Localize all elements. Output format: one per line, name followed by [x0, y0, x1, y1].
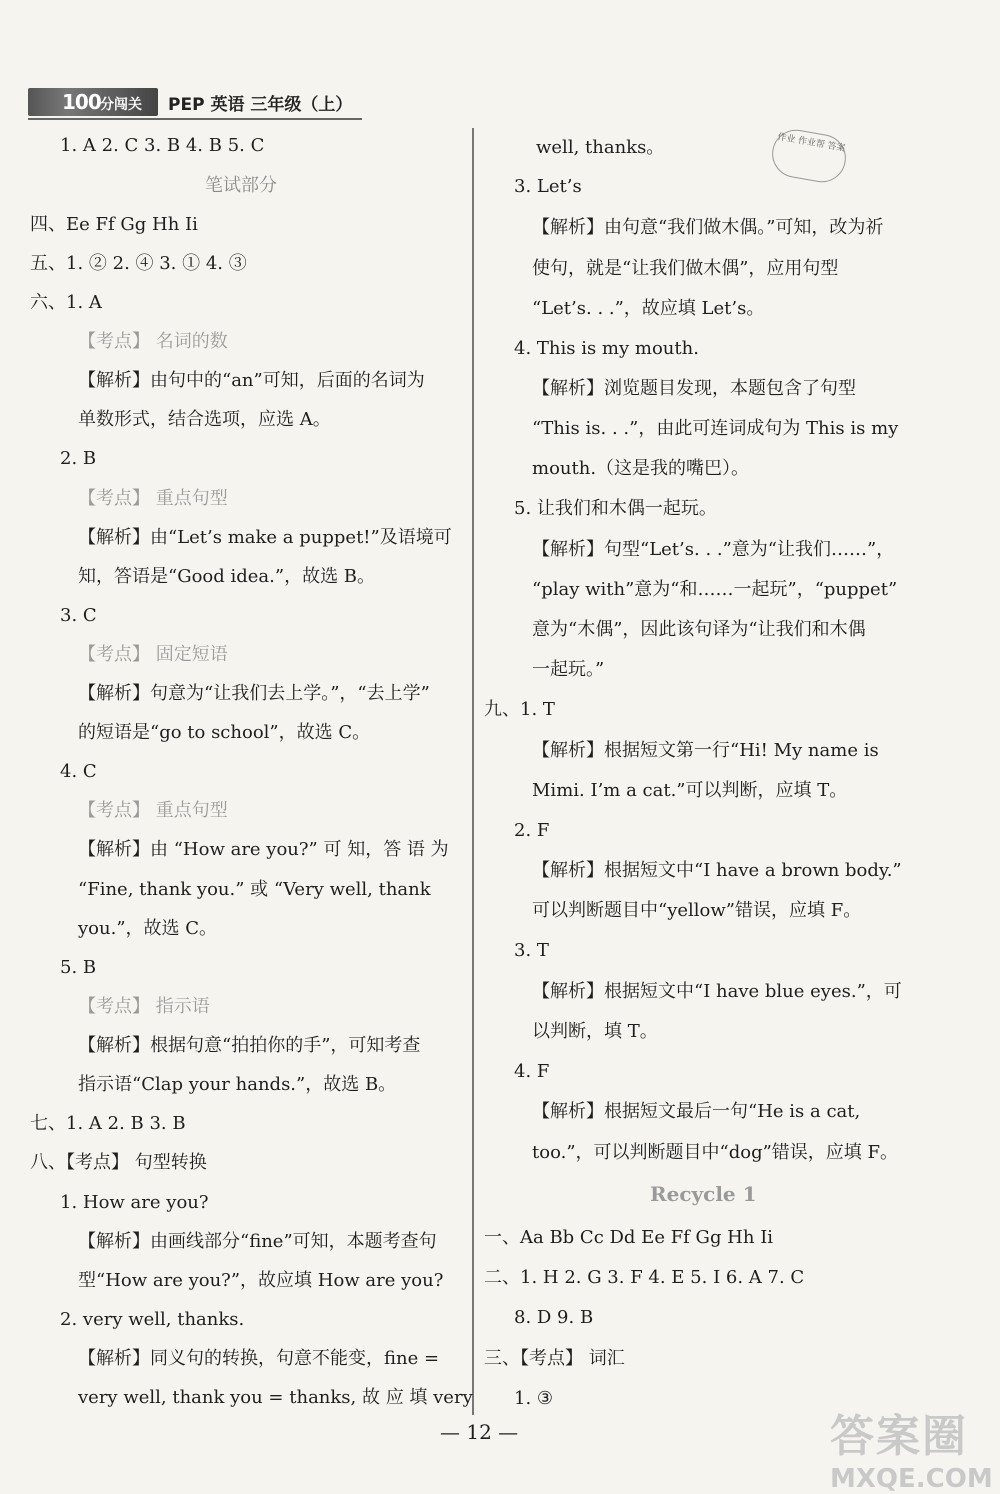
book-title: PEP 英语 三年级（上） [168, 95, 353, 115]
right-column-line: 8. D 9. B [514, 1307, 594, 1328]
left-column-line: 的短语是“go to school”，故选 C。 [78, 722, 371, 743]
left-column-line: 5. B [60, 957, 97, 978]
right-column-line: 以判断，填 T。 [532, 1021, 658, 1042]
left-column-line: 3. C [60, 605, 97, 626]
right-column-line: 3. T [514, 940, 549, 961]
right-column-line: 九、1. T [484, 699, 555, 720]
left-column-line: 2. very well, thanks. [60, 1309, 245, 1330]
left-column-line: 六、1. A [30, 292, 102, 313]
right-column-line: 可以判断题目中“yellow”错误，应填 F。 [532, 900, 862, 921]
right-column-line: 三、【考点】 词汇 [484, 1348, 625, 1369]
right-column-line: 4. F [514, 1061, 550, 1082]
left-column-line: 【解析】由 “How are you?” 可 知，答 语 为 [78, 839, 449, 860]
right-column-line: Mimi. I’m a cat.”可以判断，应填 T。 [532, 780, 848, 801]
left-column-line: 知，答语是“Good idea.”，故选 B。 [78, 566, 376, 587]
right-column-line: 【解析】浏览题目发现，本题包含了句型 [532, 378, 856, 399]
watermark-text: 答案圈 [830, 1411, 968, 1462]
right-column-line: well, thanks。 [536, 137, 665, 158]
left-column-line: 【考点】 指示语 [78, 996, 210, 1017]
left-column-line: 八、【考点】 句型转换 [30, 1152, 207, 1173]
left-column-line: 【考点】 名词的数 [78, 331, 228, 352]
stamp-logo: 作业 作业帮 答案 [768, 126, 849, 186]
right-column-line: 二、1. H 2. G 3. F 4. E 5. I 6. A 7. C [484, 1267, 805, 1288]
left-column-line: very well, thank you = thanks, 故 应 填 very [78, 1387, 473, 1408]
left-column-line: 【考点】 固定短语 [78, 644, 228, 665]
page-header [28, 84, 362, 120]
right-column-line: 一、Aa Bb Cc Dd Ee Ff Gg Hh Ii [484, 1227, 774, 1248]
left-column-line: 型“How are you?”，故应填 How are you? [78, 1270, 444, 1291]
left-column-line: 【解析】根据句意“拍拍你的手”，可知考查 [78, 1035, 421, 1056]
right-column-line: 1. ③ [514, 1388, 554, 1409]
watermark-logo [830, 1400, 993, 1494]
column-divider [472, 128, 474, 1415]
right-column-line: 【解析】由句意“我们做木偶。”可知，改为祈 [532, 217, 884, 238]
right-column-line: too.”，可以判断题目中“dog”错误，应填 F。 [532, 1142, 899, 1163]
right-column-line: 2. F [514, 820, 550, 841]
left-column-line: 【解析】由画线部分“fine”可知，本题考查句 [78, 1231, 437, 1252]
left-column-line: 4. C [60, 761, 97, 782]
left-column-line: 指示语“Clap your hands.”，故选 B。 [78, 1074, 397, 1095]
page-number: — 12 — [440, 1420, 519, 1444]
right-column-line: 5. 让我们和木偶一起玩。 [514, 498, 717, 519]
left-column-line: 七、1. A 2. B 3. B [30, 1113, 186, 1134]
header-rule [28, 118, 362, 120]
right-column-line: 【解析】根据短文最后一句“He is a cat, [532, 1101, 861, 1122]
left-column-line: 1. How are you? [60, 1192, 209, 1213]
right-column-line: 意为“木偶”，因此该句译为“让我们和木偶 [532, 619, 866, 640]
book-logo [28, 88, 158, 116]
right-column-line: 4. This is my mouth. [514, 338, 699, 359]
right-column-line: 【解析】根据短文中“I have blue eyes.”，可 [532, 981, 902, 1002]
right-column-line: “This is. . .”，由此可连词成句为 This is my [532, 418, 899, 439]
left-column-line: 【解析】同义句的转换，句意不能变，fine = [78, 1348, 440, 1369]
left-column-line: “Fine, thank you.” 或 “Very well, thank [78, 879, 431, 900]
left-column-line: 【考点】 重点句型 [78, 488, 228, 509]
left-column-line: 【解析】由句中的“an”可知，后面的名词为 [78, 370, 425, 391]
right-column-line: 【解析】根据短文中“I have a brown body.” [532, 860, 902, 881]
right-column-line: “Let’s. . .”，故应填 Let’s。 [532, 298, 765, 319]
left-column-line: 笔试部分 [205, 175, 277, 196]
right-column-line: 【解析】根据短文第一行“Hi! My name is [532, 740, 879, 761]
left-column-line: 【考点】 重点句型 [78, 800, 228, 821]
right-column-line: Recycle 1 [650, 1182, 757, 1206]
left-column-line: 单数形式，结合选项，应选 A。 [78, 409, 331, 430]
right-column-line: 3. Let’s [514, 176, 582, 197]
right-column-line: 一起玩。” [532, 659, 605, 680]
left-column-line: 【解析】由“Let’s make a puppet!”及语境可 [78, 527, 452, 548]
left-column-line: 2. B [60, 448, 97, 469]
logo-subtitle: 分闯关 [100, 97, 142, 113]
right-column-line: “play with”意为“和……一起玩”，“puppet” [532, 579, 898, 600]
left-column-line: 1. A 2. C 3. B 4. B 5. C [60, 135, 265, 156]
right-column-line: mouth.（这是我的嘴巴）。 [532, 458, 750, 479]
left-column-line: 四、Ee Ff Gg Hh Ii [30, 214, 198, 235]
left-column-line: 五、1. ② 2. ④ 3. ① 4. ③ [30, 253, 247, 274]
left-column-line: 【解析】句意为“让我们去上学。”，“去上学” [78, 683, 430, 704]
watermark-url: MXQE.COM [830, 1464, 993, 1494]
right-column-line: 【解析】句型“Let’s. . .”意为“让我们……”， [532, 539, 895, 560]
left-column-line: you.”，故选 C。 [78, 918, 218, 939]
right-column-line: 使句，就是“让我们做木偶”，应用句型 [532, 258, 839, 279]
logo-number: 100 [62, 90, 101, 114]
